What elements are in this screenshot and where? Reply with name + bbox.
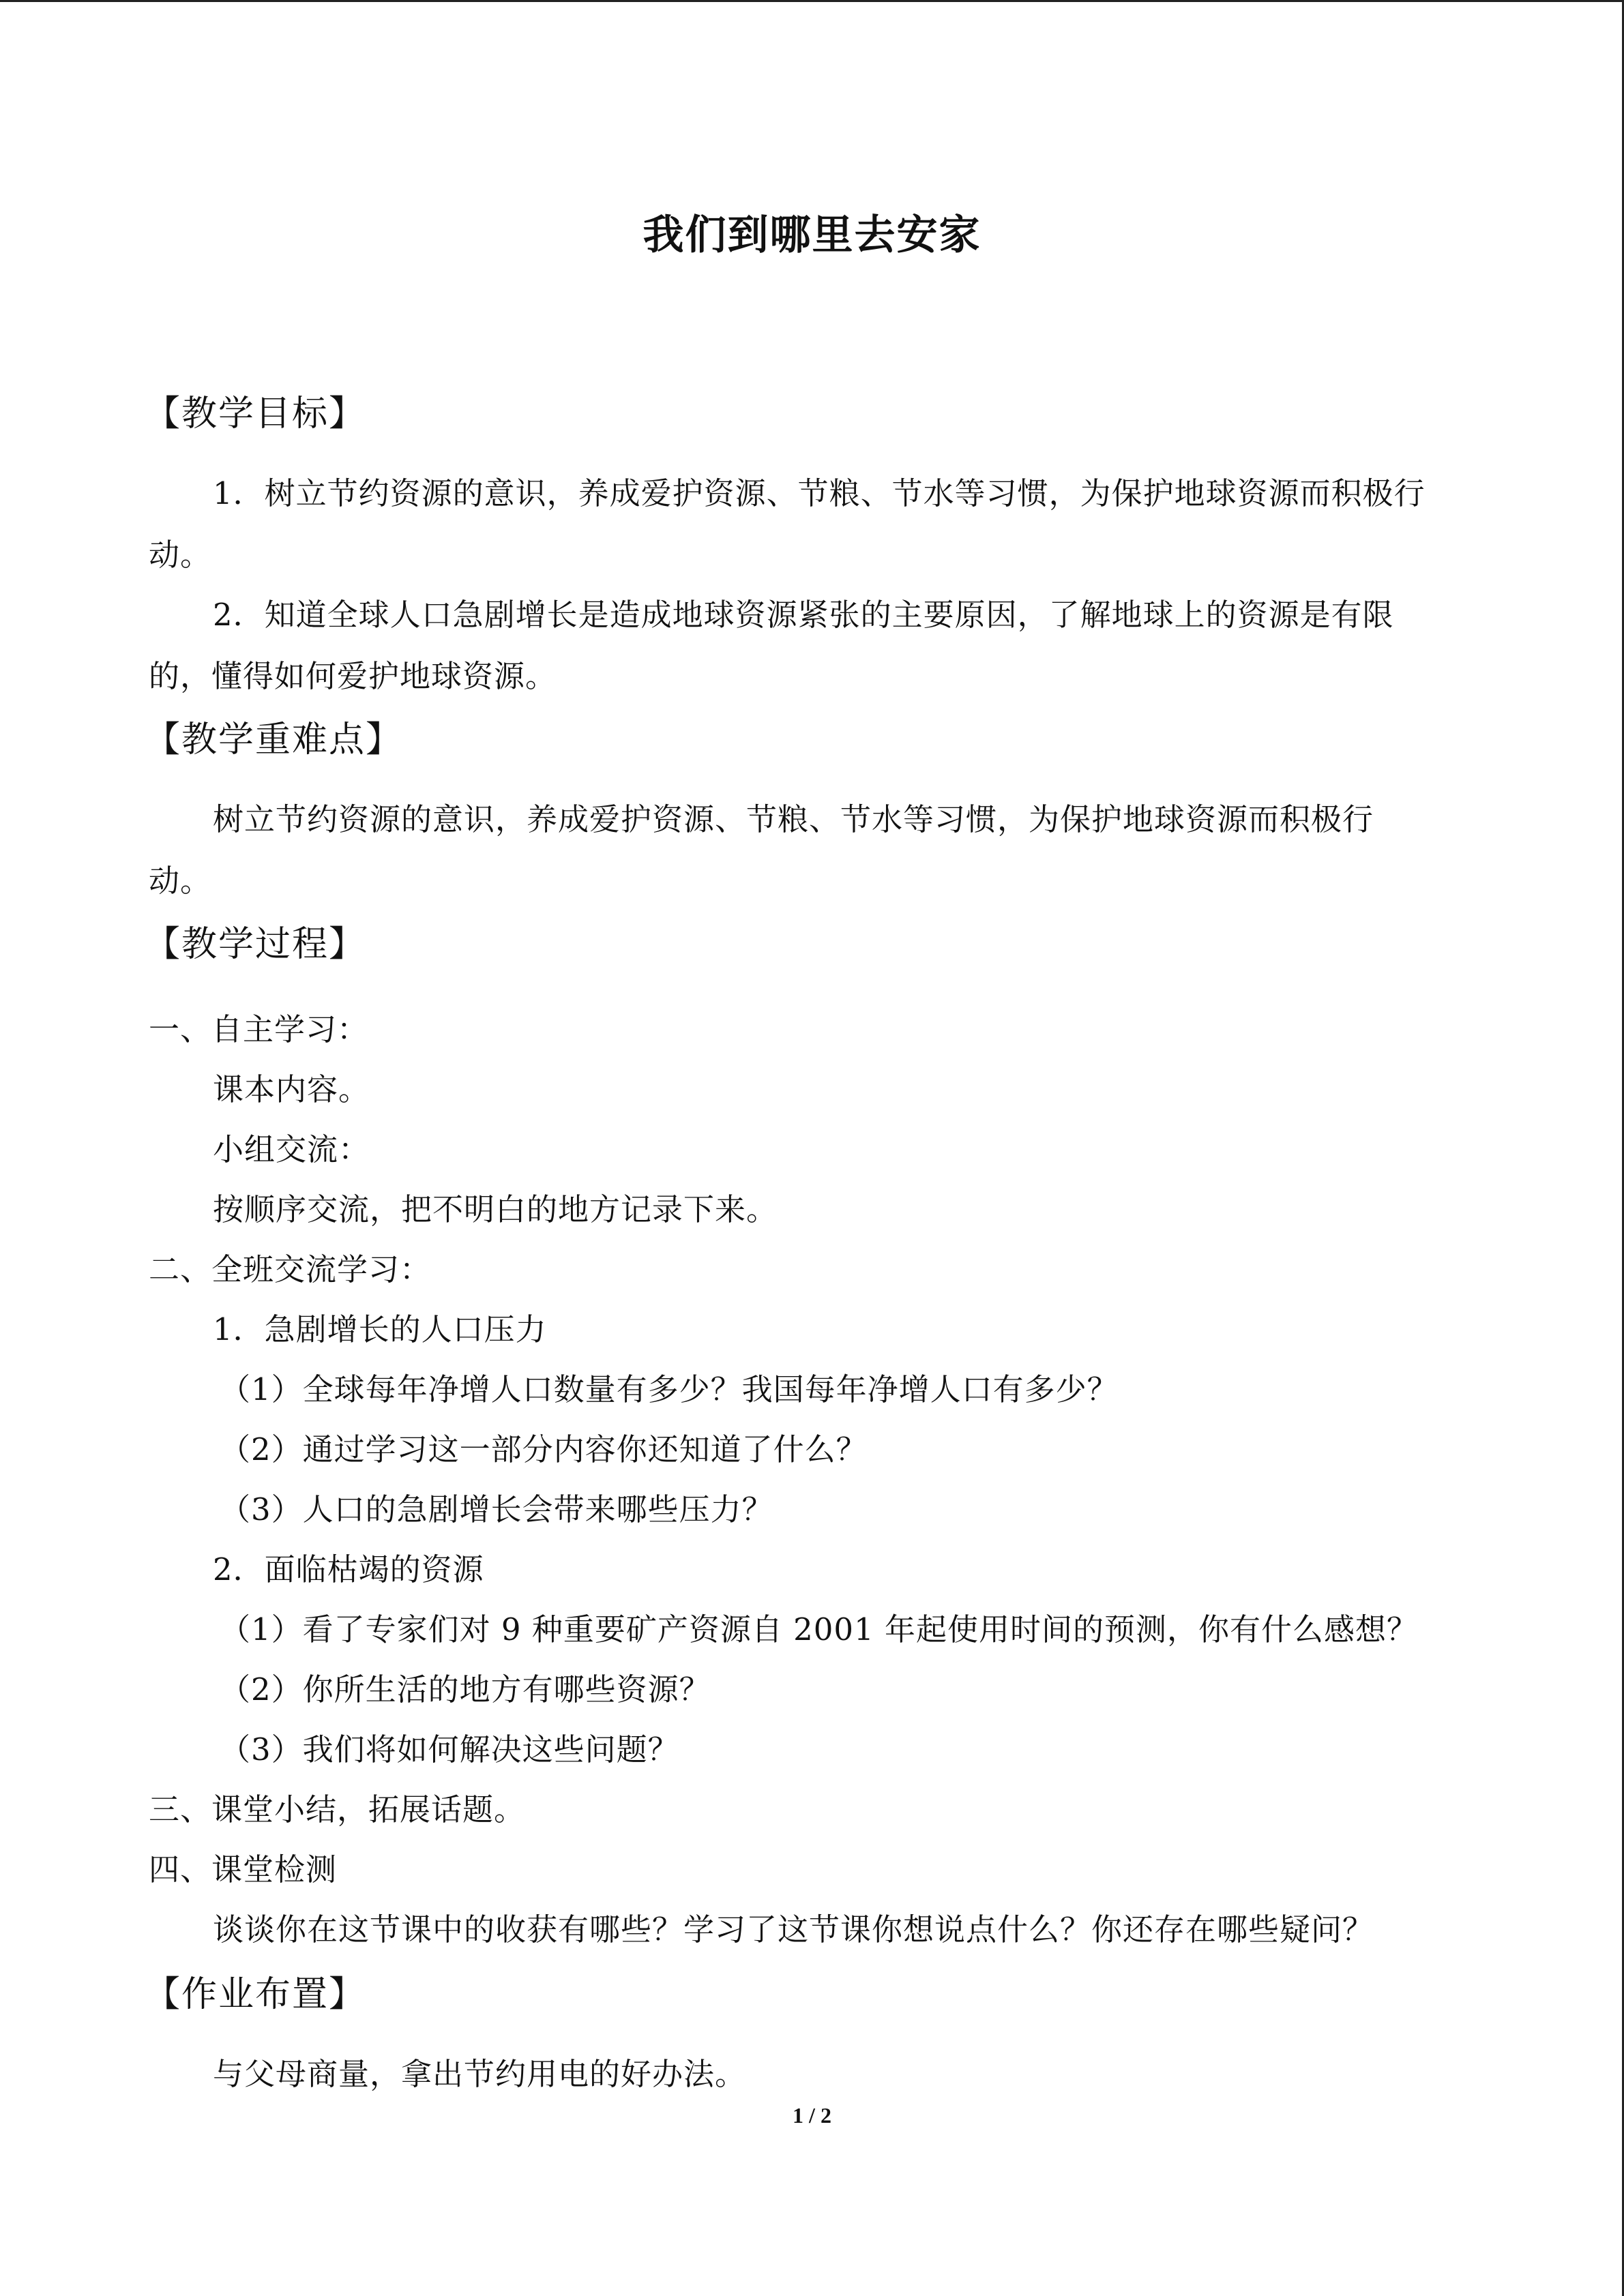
key-points-line-1: 树立节约资源的意识，养成爱护资源、节粮、节水等习惯，为保护地球资源而积极行 (213, 801, 1374, 837)
process-part-2-2-q1: （1）看了专家们对 9 种重要矿产资源自 2001 年起使用时间的预测，你有什么感想？ (220, 1611, 1419, 1648)
process-part-2: 二、全班交流学习： (149, 1251, 432, 1287)
objective-1-line-1: 1．树立节约资源的意识，养成爱护资源、节粮、节水等习惯，为保护地球资源而积极行 (213, 475, 1426, 511)
process-part-1-a: 课本内容。 (213, 1071, 370, 1107)
process-part-2-2: 2．面临枯竭的资源 (213, 1551, 484, 1587)
process-part-2-1: 1．急剧增长的人口压力 (213, 1311, 547, 1347)
process-part-4-a: 谈谈你在这节课中的收获有哪些？学习了这节课你想说点什么？你还存在哪些疑问？ (213, 1911, 1374, 1948)
page-number: 1 / 2 (793, 2103, 831, 2128)
process-part-3: 三、课堂小结，拓展话题。 (149, 1791, 526, 1828)
heading-key-points: 【教学重难点】 (145, 719, 403, 760)
objective-2-line-1: 2．知道全球人口急剧增长是造成地球资源紧张的主要原因，了解地球上的资源是有限 (213, 597, 1394, 633)
process-part-2-2-q3: （3）我们将如何解决这些问题？ (220, 1731, 679, 1768)
objective-1-line-2: 动。 (149, 537, 212, 573)
page-border-top (0, 0, 1624, 2)
heading-homework: 【作业布置】 (145, 1974, 366, 2015)
heading-objectives: 【教学目标】 (145, 393, 366, 434)
process-part-2-1-q1: （1）全球每年净增人口数量有多少？我国每年净增人口有多少？ (220, 1371, 1119, 1407)
process-part-2-1-q2: （2）通过学习这一部分内容你还知道了什么？ (220, 1431, 868, 1467)
key-points-line-2: 动。 (149, 863, 212, 899)
process-part-4: 四、课堂检测 (149, 1851, 338, 1888)
homework-line-1: 与父母商量，拿出节约用电的好办法。 (213, 2056, 747, 2092)
process-part-1: 一、自主学习： (149, 1011, 369, 1047)
process-part-2-2-q2: （2）你所生活的地方有哪些资源？ (220, 1671, 711, 1708)
heading-process: 【教学过程】 (145, 924, 366, 965)
objective-2-line-2: 的，懂得如何爱护地球资源。 (149, 658, 557, 694)
process-part-1-c: 按顺序交流，把不明白的地方记录下来。 (213, 1191, 778, 1227)
document-title: 我们到哪里去安家 (643, 211, 981, 259)
process-part-1-b: 小组交流： (213, 1131, 370, 1167)
process-part-2-1-q3: （3）人口的急剧增长会带来哪些压力？ (220, 1491, 773, 1527)
